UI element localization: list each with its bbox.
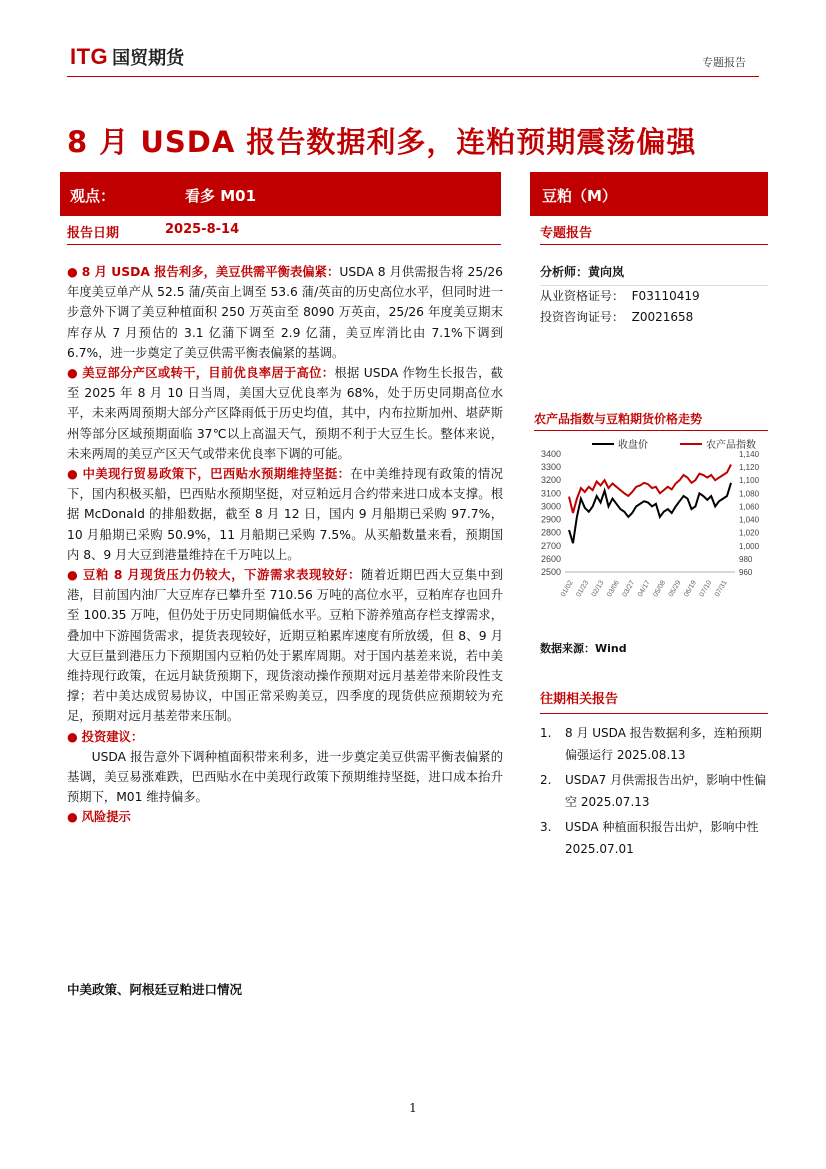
y-left-tick-label: 3300 [540, 462, 561, 473]
legend-label: 收盘价 [618, 440, 648, 451]
investment-body: USDA 报告意外下调种植面积带来利多，进一步奠定美豆供需平衡表偏紧的基调，美豆易涨难跌，巴西贴水在中美现行政策下预期维持坚挺，进口成本抬升预期下，M01 维持偏多。 [67, 749, 503, 805]
section-paragraph [67, 262, 503, 363]
section-text: 在中美维持现有政策的情况下，国内积极买船，巴西贴水预期坚挺，对豆粕远月合约带来进口成本支撑。根据 McDonald 的排船数据，截至 8 月 12 日，国内 9 月船期已采购 97.7%，10 月船期已采购 50.9%，11 月船期已采购 7.5%。从买船数量来看，预期国内 8、9 月大豆到港量维持在千万吨以上。 [67, 467, 503, 562]
section-text: 随着近期巴西大豆集中到港，目前国内油厂大豆库存已攀升至 710.56 万吨的高位水平，豆粕库存也回升至 100.35 万吨，但仍处于历史同期偏低水平。豆粕下游养殖高存栏支撑需求，叠加中下游囤货需求，提货表现较好，近期豆粕累库速度有所放缓，但 8、9 月大豆巨量到港压力下预期国内豆粕仍处于累库周期。对于国内基差来说，若中美维持现行政策，在远月缺货预期下，现货滚动操作预期对远月基差带来阶段性支撑；若中美达成贸易协议，中国正常采购美豆，四季度的现货供应预期较为充足，预期对远月基差带来压制。 [67, 568, 503, 724]
legend-label: 农产品指数 [706, 440, 756, 451]
y-left-tick-label: 3400 [540, 449, 561, 459]
y-right-tick-label: 1,020 [739, 528, 760, 538]
related-reports-title: 往期相关报告 [540, 688, 768, 714]
x-tick-label: 01/23 [575, 579, 591, 599]
y-right-tick-label: 960 [739, 568, 753, 577]
y-left-tick-label: 3200 [540, 475, 561, 486]
page-number: 1 [409, 1101, 417, 1115]
section-lead: 中美现行贸易政策下，巴西贴水预期维持坚挺： [82, 467, 351, 482]
bullet-icon: ● [67, 810, 78, 825]
product-name: 豆粕（M） [542, 187, 617, 205]
section-text: 根据 USDA 作物生长报告，截至 2025 年 8 月 10 日当周，美国大豆优良率为 68%，处于历史同期高位水平，未来两周预期大部分产区降雨低于历史均值，其中，内布拉斯加州、堪萨斯州等部分区域预期面临 37℃以上高温天气，预期不利于大豆生长。整体来说，未来两周的美豆产区天气或带来优良率下调的可能。 [67, 366, 503, 461]
bullet-icon: ● [67, 265, 78, 279]
bullet-icon: ● [67, 366, 79, 381]
section-text: USDA 8 月供需报告将 25/26 年度美豆单产从 52.5 蒲/英亩上调至 53.6 蒲/英亩的历史高位水平，但同时进一步意外下调了美豆种植面积 250 万英亩至 8090 万英亩，25/26 年度美豆期末库存从 7 月预估的 3.1 亿蒲下调至 2.9 亿蒲，美豆库消比由 7.1%下调到 6.7%，进一步奠定了美豆供需平衡表偏紧的基调。 [67, 265, 503, 360]
invest-value: Z0021658 [631, 310, 694, 324]
x-tick-label: 04/17 [636, 579, 652, 599]
data-source: 数据来源：Wind [540, 642, 627, 655]
report-date-row [67, 222, 501, 245]
related-report-num: 2. [540, 773, 552, 787]
x-tick-label: 02/13 [590, 579, 606, 599]
logo-brand: ITG [70, 44, 109, 69]
x-tick-label: 01/02 [559, 579, 575, 599]
chart-title: 农产品指数与豆粕期货价格走势 [534, 410, 768, 431]
series-line [569, 483, 731, 543]
report-date-value: 2025-8-14 [165, 222, 240, 237]
x-tick-label: 07/10 [698, 579, 714, 599]
x-tick-label: 05/29 [667, 579, 683, 599]
view-value: 看多 M01 [185, 187, 257, 205]
section-lead: 豆粕 8 月现货压力仍较大，下游需求表现较好： [83, 568, 361, 583]
view-label: 观点： [70, 187, 116, 205]
x-tick-label: 07/31 [713, 579, 729, 599]
related-report-text: USDA7 月供需报告出炉，影响中性偏空 2025.07.13 [565, 773, 767, 809]
section-paragraph [67, 363, 503, 464]
view-bar [60, 172, 501, 216]
y-left-tick-label: 3100 [540, 488, 561, 499]
cert-label: 从业资格证号： [540, 289, 625, 303]
analyst-name: 分析师：黄向岚 [540, 265, 625, 279]
y-left-tick-label: 3000 [540, 501, 561, 512]
investment-text [67, 747, 503, 808]
y-right-tick-label: 1,140 [739, 450, 760, 459]
right-subtitle: 专题报告 [540, 222, 768, 245]
investment-lead: 投资建议： [81, 729, 144, 744]
invest-label: 投资咨询证号： [540, 310, 625, 324]
section-paragraph [67, 464, 503, 565]
x-tick-label: 05/08 [652, 579, 668, 599]
y-left-tick-label: 2800 [540, 527, 561, 538]
y-right-tick-label: 1,000 [739, 541, 760, 551]
y-right-tick-label: 1,040 [739, 515, 760, 525]
related-report-text: USDA 种植面积报告出炉，影响中性 2025.07.01 [565, 820, 759, 856]
y-left-tick-label: 2500 [540, 567, 561, 577]
y-right-tick-label: 1,080 [739, 489, 760, 499]
section-paragraph [67, 565, 503, 727]
price-index-chart [530, 432, 770, 632]
related-report-num: 1. [540, 726, 552, 740]
y-right-tick-label: 1,100 [739, 476, 760, 486]
product-bar [530, 172, 768, 216]
x-tick-label: 03/06 [606, 579, 621, 599]
x-tick-label: 03/27 [621, 579, 637, 599]
logo-company-name: 国贸期货 [112, 48, 185, 69]
y-right-tick-label: 1,060 [739, 502, 760, 512]
section-lead: 美豆部分产区或转干，目前优良率居于高位： [82, 366, 335, 381]
y-right-tick-label: 1,120 [739, 463, 760, 473]
bullet-icon: ● [67, 568, 79, 583]
y-left-tick-label: 2600 [540, 553, 561, 564]
y-right-tick-label: 980 [739, 554, 753, 564]
section-lead: 8 月 USDA 报告利多，美豆供需平衡表偏紧： [81, 265, 340, 279]
report-title: 8 月 USDA 报告数据利多，连粕预期震荡偏强 [67, 125, 697, 159]
cert-value: F03110419 [631, 289, 700, 303]
risk-heading [67, 807, 503, 827]
y-left-tick-label: 2900 [540, 514, 561, 525]
related-report-item[interactable] [540, 816, 768, 860]
report-date-label: 报告日期 [67, 226, 120, 241]
related-report-item[interactable] [540, 769, 768, 813]
risk-lead: 风险提示 [81, 810, 131, 825]
report-type-header: 专题报告 [702, 56, 746, 69]
related-report-item[interactable] [540, 722, 768, 766]
bullet-icon: ● [67, 467, 79, 482]
main-body [67, 262, 503, 828]
related-report-num: 3. [540, 820, 552, 834]
header-divider [67, 76, 759, 77]
company-logo [70, 44, 184, 70]
related-report-text: 8 月 USDA 报告数据利多，连粕预期偏强运行 2025.08.13 [565, 726, 762, 762]
analyst-info [540, 262, 768, 328]
invest-row [540, 307, 768, 328]
bullet-icon: ● [67, 729, 78, 744]
x-tick-label: 06/19 [683, 579, 698, 599]
related-reports-list [540, 722, 768, 863]
risk-text: 中美政策、阿根廷豆粕进口情况 [67, 982, 243, 997]
y-left-tick-label: 2700 [540, 540, 561, 551]
cert-row [540, 286, 768, 307]
investment-heading [67, 727, 503, 747]
